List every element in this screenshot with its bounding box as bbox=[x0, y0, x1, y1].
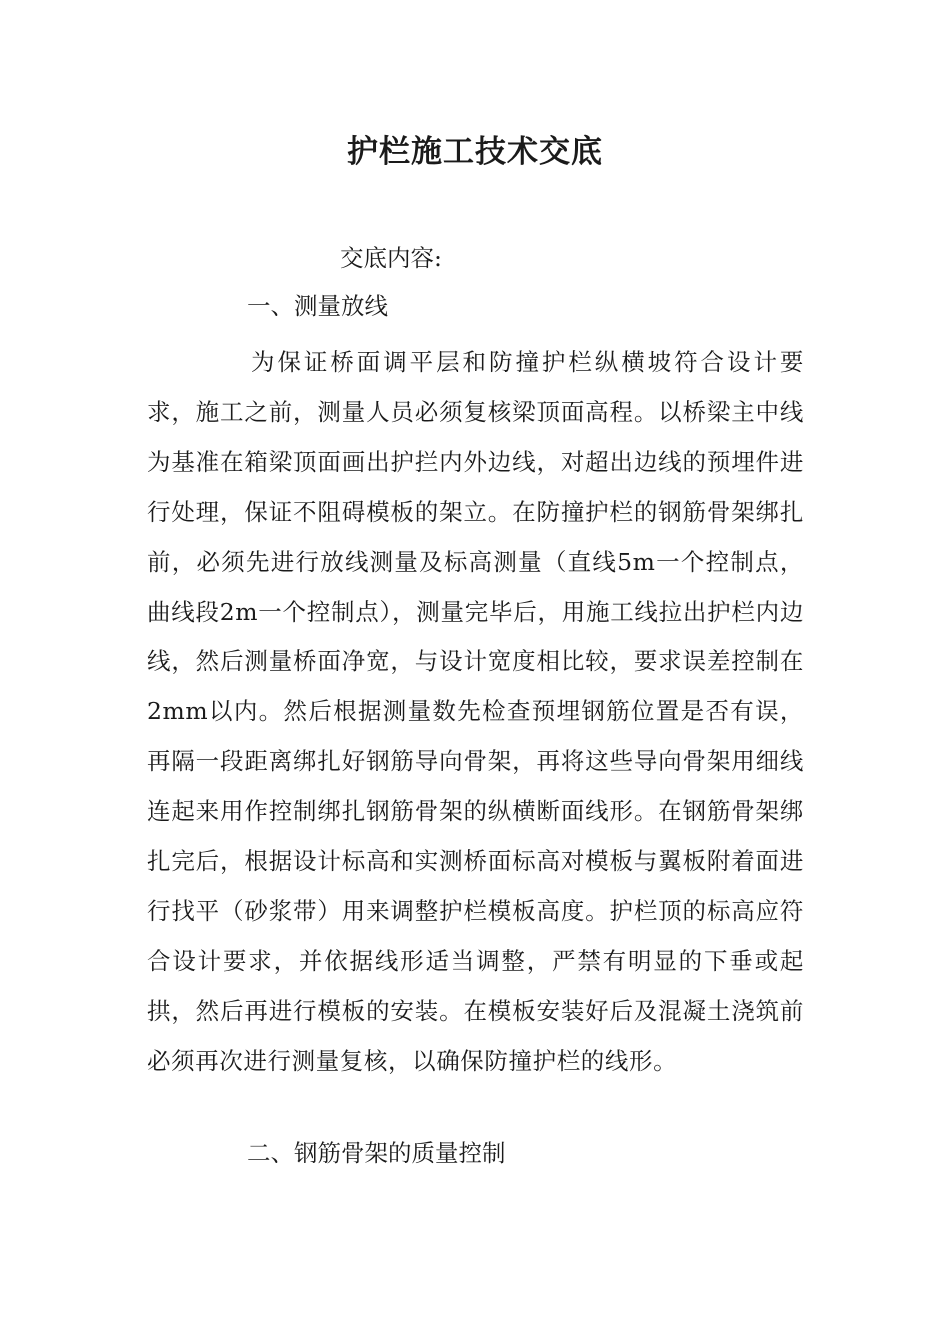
section-heading-survey: 一、测量放线 bbox=[247, 292, 388, 320]
document-title: 护栏施工技术交底 bbox=[347, 134, 603, 170]
section-paragraph-survey: 为保证桥面调平层和防撞护栏纵横坡符合设计要求，施工之前，测量人员必须复核梁顶面高程。以桥梁主中线为基准在箱梁顶面画出护拦内外边线，对超出边线的预埋件进行处理，保证不阻碍模板的架立。在防撞护栏的钢筋骨架绑扎前，必须先进行放线测量及标高测量（直线5m一个控制点，曲线段2m一个控制点），测量完毕后，用施工线拉出护栏内边线，然后测量桥面净宽，与设计宽度相比较，要求误差控制在2mm以内。然后根据测量数先检查预埋钢筋位置是否有误，再隔一段距离绑扎好钢筋导向骨架，再将这些导向骨架用细线连起来用作控制绑扎钢筋骨架的纵横断面线形。在钢筋骨架绑扎完后，根据设计标高和实测桥面标高对模板与翼板附着面进行找平（砂浆带）用来调整护栏模板高度。护栏顶的标高应符合设计要求，并依据线形适当调整，严禁有明显的下垂或起拱，然后再进行模板的安装。在模板安装好后及混凝土浇筑前必须再次进行测量复核，以确保防撞护栏的线形。 bbox=[147, 348, 804, 1075]
section-heading-rebar: 二、钢筋骨架的质量控制 bbox=[247, 1139, 506, 1167]
intro-label: 交底内容: bbox=[340, 244, 442, 272]
